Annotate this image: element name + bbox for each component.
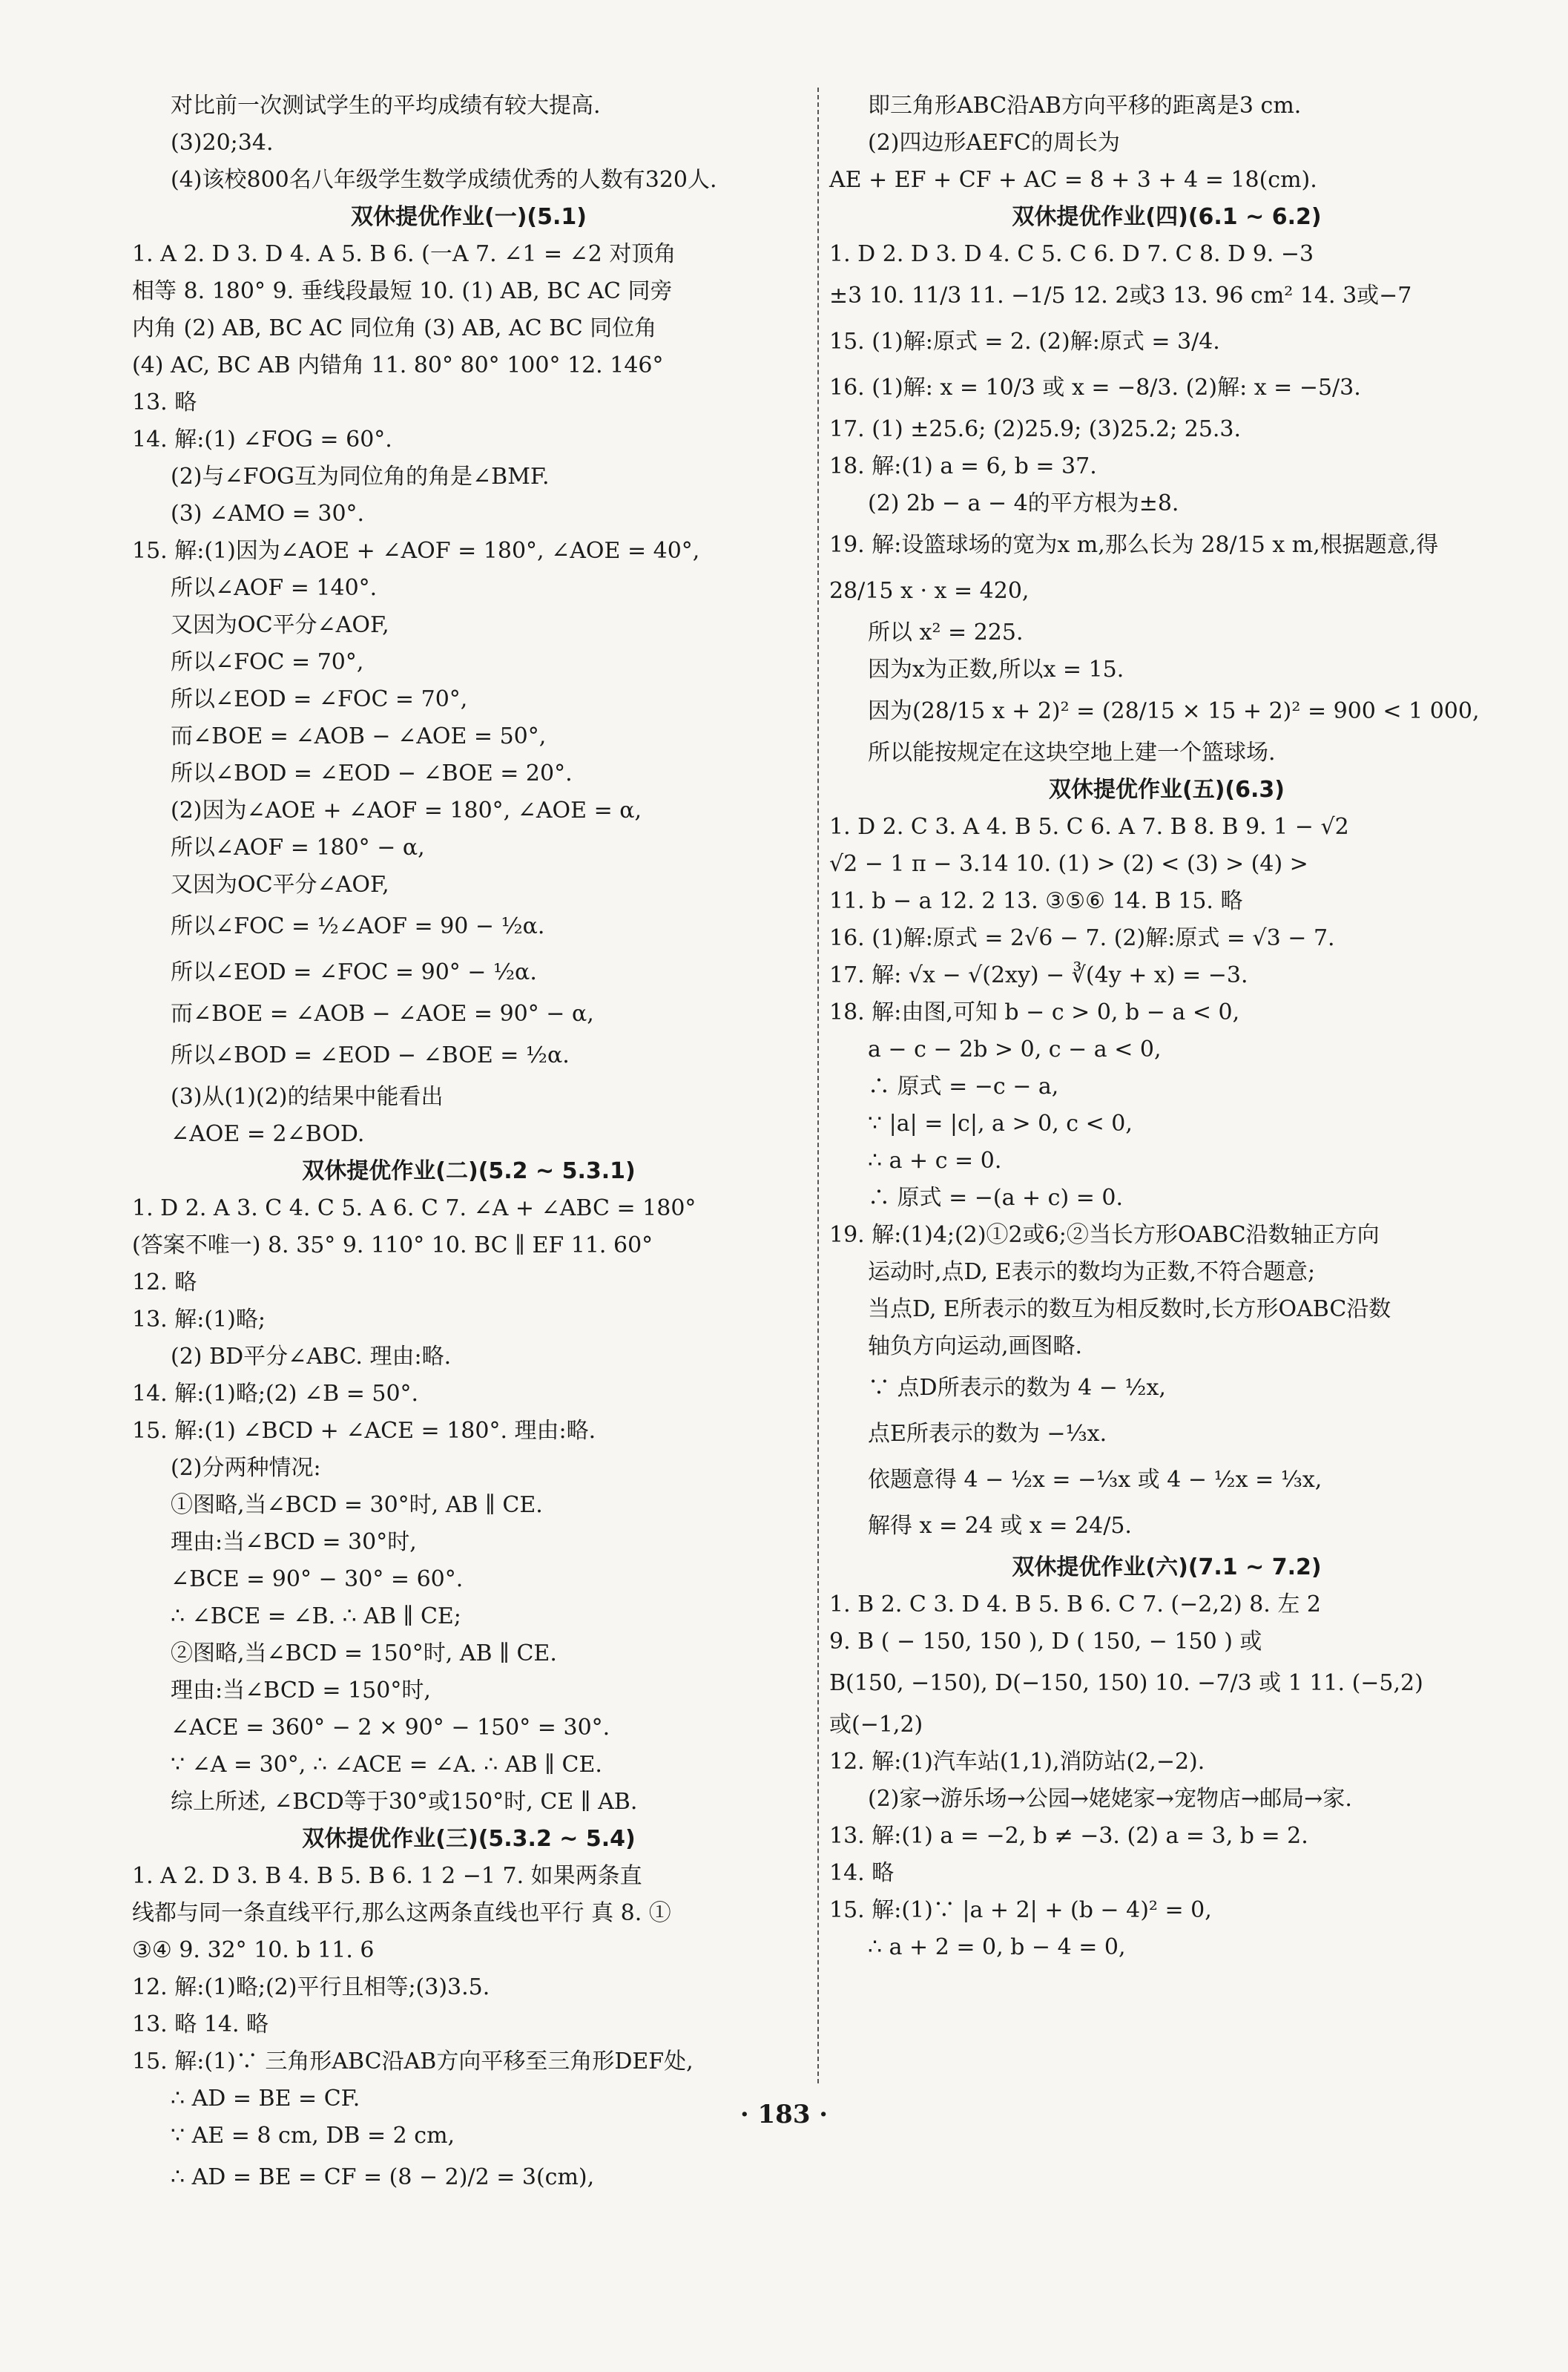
answer-line: 1. D 2. A 3. C 4. C 5. A 6. C 7. ∠A + ∠ABC = 180° bbox=[132, 1195, 696, 1221]
answer-line: ∠BCE = 90° − 30° = 60°. bbox=[171, 1566, 464, 1592]
answer-line: (2)分两种情况: bbox=[171, 1455, 321, 1481]
answer-line: 14. 略 bbox=[829, 1860, 895, 1886]
answer-line: (2)因为∠AOE + ∠AOF = 180°, ∠AOE = α, bbox=[171, 798, 642, 824]
answer-line: ∵ AE = 8 cm, DB = 2 cm, bbox=[171, 2123, 455, 2149]
answer-line: 所以∠FOC = ½∠AOF = 90 − ½α. bbox=[171, 913, 545, 939]
answer-line: B(150, −150), D(−150, 150) 10. −7/3 或 1 11. (−5,2) bbox=[829, 1670, 1423, 1696]
answer-line: 16. (1)解:原式 = 2√6 − 7. (2)解:原式 = √3 − 7. bbox=[829, 925, 1335, 951]
answer-line: AE + EF + CF + AC = 8 + 3 + 4 = 18(cm). bbox=[829, 167, 1317, 193]
answer-line: 12. 略 bbox=[132, 1269, 197, 1295]
section-heading: 双休提优作业(四)(6.1 ~ 6.2) bbox=[1012, 204, 1322, 230]
answer-line: 理由:当∠BCD = 30°时, bbox=[171, 1529, 417, 1555]
answer-line: 11. b − a 12. 2 13. ③⑤⑥ 14. B 15. 略 bbox=[829, 888, 1243, 914]
answer-line: 15. 解:(1) ∠BCD + ∠ACE = 180°. 理由:略. bbox=[132, 1418, 596, 1444]
answer-line: ∠AOE = 2∠BOD. bbox=[171, 1121, 365, 1147]
answer-line: ∵ ∠A = 30°, ∴ ∠ACE = ∠A. ∴ AB ∥ CE. bbox=[171, 1752, 602, 1778]
answer-line: a − c − 2b > 0, c − a < 0, bbox=[868, 1036, 1162, 1062]
answer-line: (2) BD平分∠ABC. 理由:略. bbox=[171, 1344, 452, 1370]
answer-line: ∵ 点D所表示的数为 4 − ½x, bbox=[868, 1375, 1166, 1401]
answer-line: 或(−1,2) bbox=[829, 1712, 923, 1738]
answer-line: (答案不唯一) 8. 35° 9. 110° 10. BC ∥ EF 11. 60° bbox=[132, 1232, 653, 1258]
section-heading: 双休提优作业(五)(6.3) bbox=[1049, 777, 1285, 803]
section-heading: 双休提优作业(三)(5.3.2 ~ 5.4) bbox=[302, 1826, 636, 1852]
right-column bbox=[829, 88, 1504, 1966]
left-column bbox=[132, 88, 806, 2201]
answer-line: 所以∠AOF = 140°. bbox=[171, 575, 378, 601]
answer-line: 18. 解:由图,可知 b − c > 0, b − a < 0, bbox=[829, 999, 1240, 1025]
answer-line: (3) ∠AMO = 30°. bbox=[171, 501, 365, 527]
answer-line: 17. (1) ±25.6; (2)25.9; (3)25.2; 25.3. bbox=[829, 416, 1242, 442]
answer-line: ∴ AD = BE = CF = (8 − 2)/2 = 3(cm), bbox=[171, 2164, 595, 2190]
answer-line: 解得 x = 24 或 x = 24/5. bbox=[868, 1513, 1132, 1539]
answer-line: 15. 解:(1)∵ 三角形ABC沿AB方向平移至三角形DEF处, bbox=[132, 2049, 694, 2074]
answer-line: 而∠BOE = ∠AOB − ∠AOE = 50°, bbox=[171, 723, 547, 749]
answer-line: 12. 解:(1)略;(2)平行且相等;(3)3.5. bbox=[132, 1974, 490, 2000]
answer-line: ∵ |a| = |c|, a > 0, c < 0, bbox=[868, 1111, 1133, 1137]
answer-line: 13. 略 bbox=[132, 390, 197, 415]
answer-line: 所以∠EOD = ∠FOC = 90° − ½α. bbox=[171, 959, 537, 985]
answer-line: 13. 略 14. 略 bbox=[132, 2011, 269, 2037]
answer-line: 14. 解:(1)略;(2) ∠B = 50°. bbox=[132, 1381, 419, 1407]
answer-line: 1. B 2. C 3. D 4. B 5. B 6. C 7. (−2,2) 8. 左 2 bbox=[829, 1591, 1322, 1617]
answer-line: 12. 解:(1)汽车站(1,1),消防站(2,−2). bbox=[829, 1749, 1205, 1775]
answer-line: 所以∠BOD = ∠EOD − ∠BOE = ½α. bbox=[171, 1042, 570, 1068]
answer-line: 16. (1)解: x = 10/3 或 x = −8/3. (2)解: x = −5/3. bbox=[829, 375, 1361, 401]
answer-line: 即三角形ABC沿AB方向平移的距离是3 cm. bbox=[868, 93, 1302, 119]
answer-line: 13. 解:(1)略; bbox=[132, 1307, 266, 1333]
page-number: · 183 · bbox=[739, 2100, 829, 2129]
answer-line: ∴ ∠BCE = ∠B. ∴ AB ∥ CE; bbox=[171, 1603, 461, 1629]
answer-line: 28/15 x · x = 420, bbox=[829, 578, 1030, 604]
answer-line: 所以能按规定在这块空地上建一个篮球场. bbox=[868, 740, 1276, 766]
answer-line: ①图略,当∠BCD = 30°时, AB ∥ CE. bbox=[171, 1492, 543, 1518]
answer-line: 又因为OC平分∠AOF, bbox=[171, 872, 389, 898]
section-heading: 双休提优作业(六)(7.1 ~ 7.2) bbox=[1012, 1554, 1322, 1580]
answer-line: 依题意得 4 − ½x = −⅓x 或 4 − ½x = ⅓x, bbox=[868, 1467, 1322, 1493]
answer-line: (4)该校800名八年级学生数学成绩优秀的人数有320人. bbox=[171, 167, 717, 193]
answer-line: ∴ 原式 = −(a + c) = 0. bbox=[868, 1185, 1124, 1211]
column-divider bbox=[817, 88, 819, 2083]
answer-line: 又因为OC平分∠AOF, bbox=[171, 612, 389, 638]
answer-line: 因为x为正数,所以x = 15. bbox=[868, 657, 1124, 683]
answer-line: 1. D 2. C 3. A 4. B 5. C 6. A 7. B 8. B 9. 1 − √2 bbox=[829, 814, 1349, 840]
answer-line: (2) 2b − a − 4的平方根为±8. bbox=[868, 490, 1179, 516]
answer-line: (2)与∠FOG互为同位角的角是∠BMF. bbox=[171, 464, 550, 490]
answer-line: 19. 解:设篮球场的宽为x m,那么长为 28/15 x m,根据题意,得 bbox=[829, 532, 1439, 558]
answer-line: (3)从(1)(2)的结果中能看出 bbox=[171, 1084, 444, 1110]
answer-line: 14. 解:(1) ∠FOG = 60°. bbox=[132, 427, 392, 453]
answer-line: 点E所表示的数为 −⅓x. bbox=[868, 1421, 1107, 1447]
answer-line: 所以∠AOF = 180° − α, bbox=[171, 835, 425, 861]
answer-line: √2 − 1 π − 3.14 10. (1) > (2) < (3) > (4) > bbox=[829, 851, 1308, 877]
answer-line: ∠ACE = 360° − 2 × 90° − 150° = 30°. bbox=[171, 1715, 610, 1741]
answer-line: ±3 10. 11/3 11. −1/5 12. 2或3 13. 96 cm² 14. 3或−7 bbox=[829, 283, 1412, 309]
answer-line: 1. D 2. D 3. D 4. C 5. C 6. D 7. C 8. D 9. −3 bbox=[829, 241, 1314, 267]
answer-line: ∴ a + c = 0. bbox=[868, 1148, 1002, 1174]
answer-line: 内角 (2) AB, BC AC 同位角 (3) AB, AC BC 同位角 bbox=[132, 315, 657, 341]
answer-line: 而∠BOE = ∠AOB − ∠AOE = 90° − α, bbox=[171, 1001, 594, 1027]
answer-line: 18. 解:(1) a = 6, b = 37. bbox=[829, 453, 1097, 479]
answer-line: (2)四边形AEFC的周长为 bbox=[868, 130, 1120, 156]
answer-line: 13. 解:(1) a = −2, b ≠ −3. (2) a = 3, b = 2. bbox=[829, 1823, 1308, 1849]
answer-line: 所以∠FOC = 70°, bbox=[171, 649, 364, 675]
answer-line: 17. 解: √x − √(2xy) − ∛(4y + x) = −3. bbox=[829, 962, 1248, 988]
answer-line: 9. B ( − 150, 150 ), D ( 150, − 150 ) 或 bbox=[829, 1629, 1262, 1655]
section-heading: 双休提优作业(一)(5.1) bbox=[351, 204, 587, 230]
answer-line: 当点D, E所表示的数互为相反数时,长方形OABC沿数 bbox=[868, 1296, 1391, 1322]
answer-line: 所以∠BOD = ∠EOD − ∠BOE = 20°. bbox=[171, 760, 573, 786]
answer-line: ∴ a + 2 = 0, b − 4 = 0, bbox=[868, 1934, 1126, 1960]
answer-line: ③④ 9. 32° 10. b 11. 6 bbox=[132, 1937, 375, 1963]
answer-line: 15. 解:(1)因为∠AOE + ∠AOF = 180°, ∠AOE = 40°, bbox=[132, 538, 700, 564]
answer-line: 对比前一次测试学生的平均成绩有较大提高. bbox=[171, 93, 601, 119]
answer-line: 因为(28/15 x + 2)² = (28/15 × 15 + 2)² = 900 < 1 000, bbox=[868, 698, 1480, 724]
answer-line: 理由:当∠BCD = 150°时, bbox=[171, 1678, 431, 1704]
answer-line: ∴ 原式 = −c − a, bbox=[868, 1074, 1059, 1100]
answer-line: 所以 x² = 225. bbox=[868, 620, 1024, 645]
answer-line: (2)家→游乐场→公园→姥姥家→宠物店→邮局→家. bbox=[868, 1786, 1352, 1812]
answer-line: 所以∠EOD = ∠FOC = 70°, bbox=[171, 686, 468, 712]
answer-line: 运动时,点D, E表示的数均为正数,不符合题意; bbox=[868, 1259, 1316, 1285]
answer-line: 15. (1)解:原式 = 2. (2)解:原式 = 3/4. bbox=[829, 329, 1220, 355]
answer-line: 1. A 2. D 3. B 4. B 5. B 6. 1 2 −1 7. 如果两条直 bbox=[132, 1863, 642, 1889]
answer-line: 相等 8. 180° 9. 垂线段最短 10. (1) AB, BC AC 同旁 bbox=[132, 278, 673, 304]
answer-line: ∴ AD = BE = CF. bbox=[171, 2086, 360, 2112]
answer-line: 1. A 2. D 3. D 4. A 5. B 6. (一A 7. ∠1 = ∠2 对顶角 bbox=[132, 241, 676, 267]
answer-line: 综上所述, ∠BCD等于30°或150°时, CE ∥ AB. bbox=[171, 1789, 638, 1815]
answer-line: 轴负方向运动,画图略. bbox=[868, 1333, 1083, 1359]
answer-line: 线都与同一条直线平行,那么这两条直线也平行 真 8. ① bbox=[132, 1900, 671, 1926]
section-heading: 双休提优作业(二)(5.2 ~ 5.3.1) bbox=[302, 1158, 636, 1184]
answer-line: 15. 解:(1)∵ |a + 2| + (b − 4)² = 0, bbox=[829, 1897, 1212, 1923]
answer-line: ②图略,当∠BCD = 150°时, AB ∥ CE. bbox=[171, 1640, 557, 1666]
answer-line: (3)20;34. bbox=[171, 130, 274, 156]
answer-line: (4) AC, BC AB 内错角 11. 80° 80° 100° 12. 146° bbox=[132, 352, 664, 378]
answer-line: 19. 解:(1)4;(2)①2或6;②当长方形OABC沿数轴正方向 bbox=[829, 1222, 1380, 1248]
